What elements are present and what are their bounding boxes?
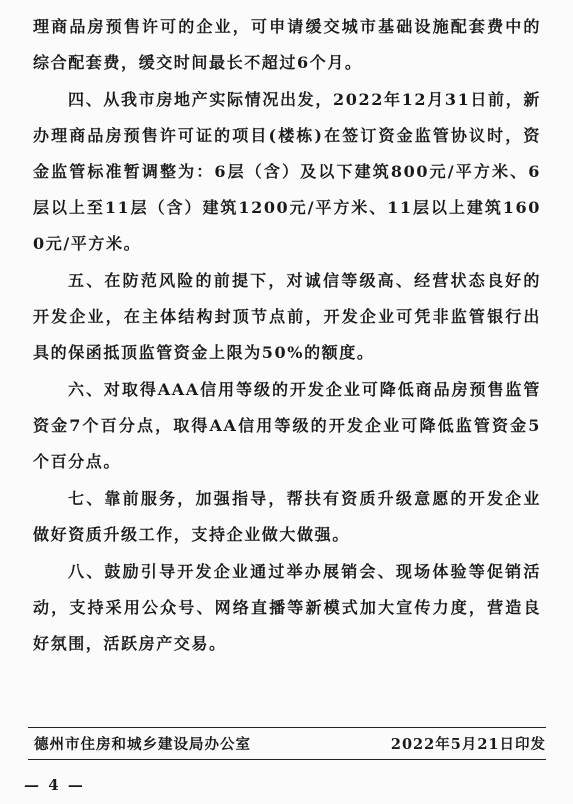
paragraph-continuation: 理商品房预售许可的企业，可申请缓交城市基础设施配套费中的综合配套费，缓交时间最长不超过6个月。 bbox=[33, 17, 541, 72]
footer-divider-bottom bbox=[28, 759, 546, 760]
footer-issuer: 德州市住房和城乡建设局办公室 bbox=[34, 736, 251, 753]
footer-divider-top bbox=[28, 727, 546, 728]
paragraph-item-6: 六、对取得AAA信用等级的开发企业可降低商品房预售监管资金7个百分点，取得AA信用等级的开发企业可降低监管资金5个百分点。 bbox=[33, 380, 541, 471]
paragraph-item-5: 五、在防范风险的前提下，对诚信等级高、经营状态良好的开发企业，在主体结构封顶节点前，开发企业可凭非监管银行出具的保函抵顶监管资金上限为50%的额度。 bbox=[33, 271, 541, 362]
footer-issue-date: 2022年5月21日印发 bbox=[390, 736, 546, 753]
paragraph-item-7: 七、靠前服务，加强指导，帮扶有资质升级意愿的开发企业做好资质升级工作，支持企业做大做强。 bbox=[33, 489, 541, 544]
page-number: — 4 — bbox=[24, 776, 85, 794]
paragraph-item-4: 四、从我市房地产实际情况出发，2022年12月31日前，新办理商品房预售许可证的项目(楼栋)在签订资金监管协议时，资金监管标准暂调整为：6层（含）及以下建筑800元/平方米、6层以上至11层（含）建筑1200元/平方米、11层以上建筑1600元/平方米。 bbox=[33, 90, 541, 253]
document-body bbox=[33, 9, 541, 663]
paragraph-item-8: 八、鼓励引导开发企业通过举办展销会、现场体验等促销活动，支持采用公众号、网络直播等新模式加大宣传力度，营造良好氛围，活跃房产交易。 bbox=[33, 562, 541, 653]
